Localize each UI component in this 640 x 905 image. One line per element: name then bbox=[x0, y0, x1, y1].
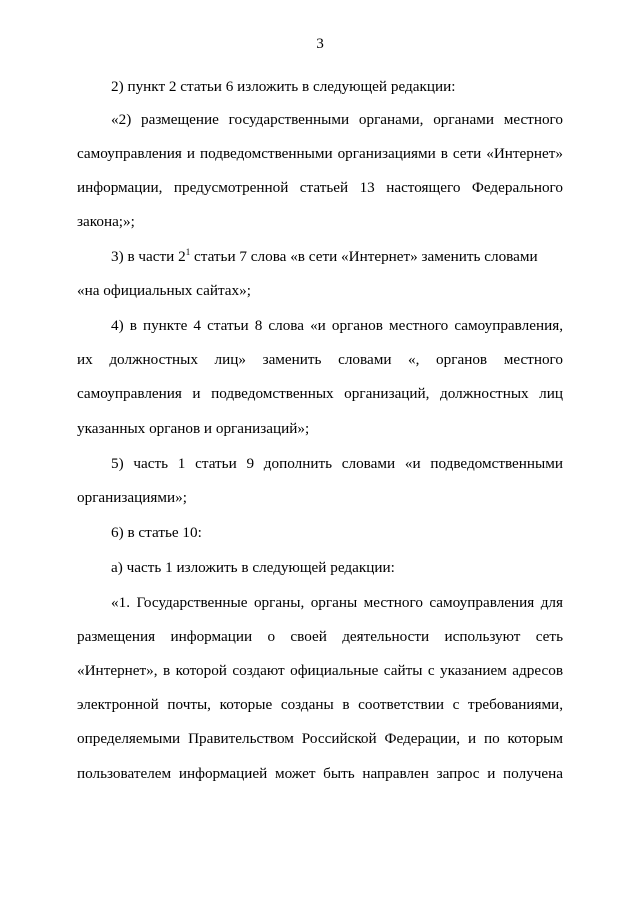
text-line: 5) часть 1 статьи 9 дополнить словами «и подведомственными bbox=[111, 455, 563, 472]
text-line: «1. Государственные органы, органы местного самоуправления для bbox=[111, 594, 563, 611]
text-line bbox=[111, 246, 563, 268]
text-line: размещения информации о своей деятельности используют сеть bbox=[77, 628, 563, 645]
text-line: закона;»; bbox=[77, 213, 135, 230]
text-line: «на официальных сайтах»; bbox=[77, 282, 251, 299]
text-line: 6) в статье 10: bbox=[111, 524, 202, 541]
text-line: указанных органов и организаций»; bbox=[77, 420, 310, 437]
text-fragment: статьи 7 слова «в сети «Интернет» заменить словами bbox=[190, 248, 538, 265]
text-line: организациями»; bbox=[77, 489, 187, 506]
page-number: 3 bbox=[316, 35, 324, 52]
text-line: их должностных лиц» заменить словами «, органов местного bbox=[77, 351, 563, 368]
superscript: 1 bbox=[185, 246, 191, 257]
text-fragment: 3) в части 2 bbox=[111, 248, 186, 265]
text-line: 4) в пункте 4 статьи 8 слова «и органов местного самоуправления, bbox=[111, 317, 563, 334]
text-line: информации, предусмотренной статьей 13 настоящего Федерального bbox=[77, 179, 563, 196]
text-line: самоуправления и подведомственных организаций, должностных лиц bbox=[77, 385, 563, 402]
text-line: электронной почты, которые созданы в соответствии с требованиями, bbox=[77, 696, 563, 713]
text-line: а) часть 1 изложить в следующей редакции: bbox=[111, 559, 395, 576]
text-line: пользователем информацией может быть направлен запрос и получена bbox=[77, 765, 563, 782]
text-line: 2) пункт 2 статьи 6 изложить в следующей редакции: bbox=[111, 78, 456, 95]
text-line: самоуправления и подведомственными организациями в сети «Интернет» bbox=[77, 145, 563, 162]
text-line: определяемыми Правительством Российской Федерации, и по которым bbox=[77, 730, 563, 747]
text-line: «Интернет», в которой создают официальные сайты с указанием адресов bbox=[77, 662, 563, 679]
text-line: «2) размещение государственными органами, органами местного bbox=[111, 111, 563, 128]
